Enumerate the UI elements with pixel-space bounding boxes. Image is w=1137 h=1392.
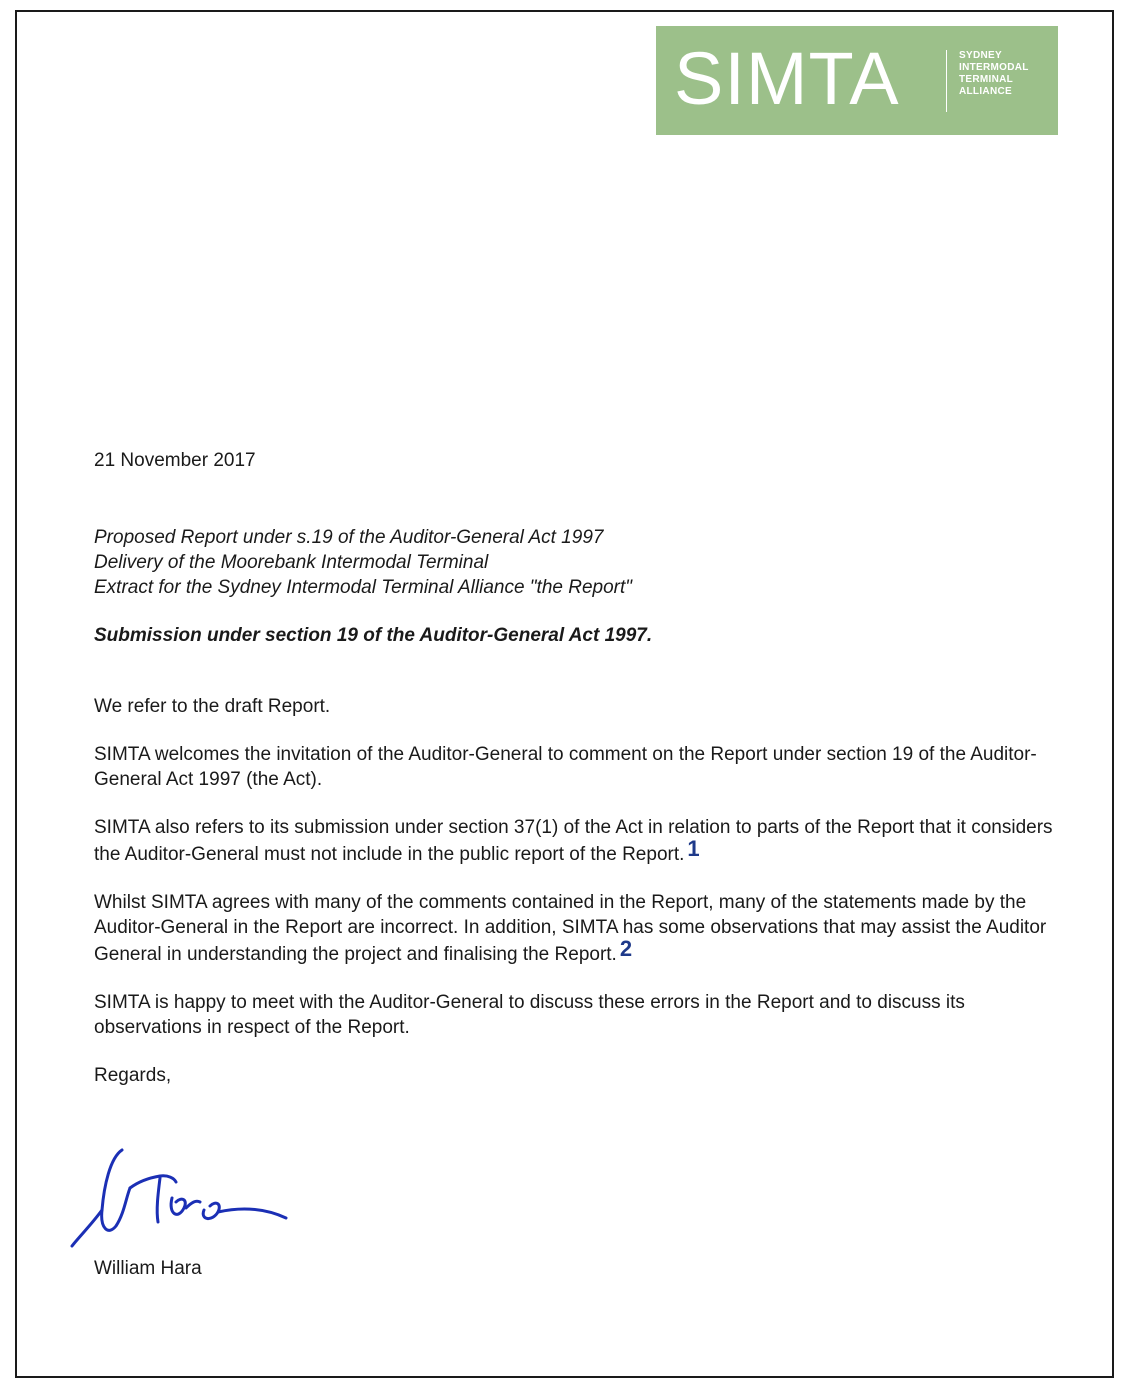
paragraph-text: Whilst SIMTA agrees with many of the comments contained in the Report, many of the statements made by the Auditor-General in the Report are incorrect. In addition, SIMTA has some observations that may assist the Auditor General in understanding the project and finalising the Report. [94,892,1047,965]
closing: Regards, [94,1065,172,1086]
subject-line: Extract for the Sydney Intermodal Terminal Alliance "the Report" [94,577,633,598]
signer-name: William Hara [94,1258,202,1279]
submission-heading: Submission under section 19 of the Auditor-General Act 1997. [94,625,653,646]
footnote-marker: 2 [619,936,633,961]
paragraph [94,890,1054,967]
logo-subtitle-line: INTERMODAL [959,62,1029,73]
paragraph-text: SIMTA welcomes the invitation of the Auditor-General to comment on the Report under section 19 of the Auditor-General Act 1997 (the Act). [94,744,1037,790]
paragraph-text: SIMTA also refers to its submission under section 37(1) of the Act in relation to parts of the Report that it considers the Auditor-General must not include in the public report of the Report. [94,817,1053,865]
logo-wordmark: SIMTA [674,37,900,120]
subject-line: Proposed Report under s.19 of the Auditor-General Act 1997 [94,527,604,548]
paragraph-text: SIMTA is happy to meet with the Auditor-General to discuss these errors in the Report and to discuss its observations in respect of the Report. [94,992,965,1038]
simta-logo [656,26,1058,135]
paragraph [94,990,1054,1040]
logo-divider [946,50,947,112]
paragraph [94,694,1054,719]
subject-line: Delivery of the Moorebank Intermodal Terminal [94,552,489,573]
logo-subtitle-line: TERMINAL [959,74,1014,85]
letter-date: 21 November 2017 [94,450,256,471]
paragraph [94,742,1054,792]
subject-block [94,525,1054,600]
logo-subtitle-line: SYDNEY [959,50,1002,61]
logo-subtitle [959,50,1029,98]
footnote-marker: 1 [687,836,700,861]
paragraph-text: We refer to the draft Report. [94,696,331,717]
signature [64,1138,304,1258]
paragraph [94,815,1054,867]
letter-body [94,448,1054,1088]
logo-subtitle-line: ALLIANCE [959,86,1012,97]
